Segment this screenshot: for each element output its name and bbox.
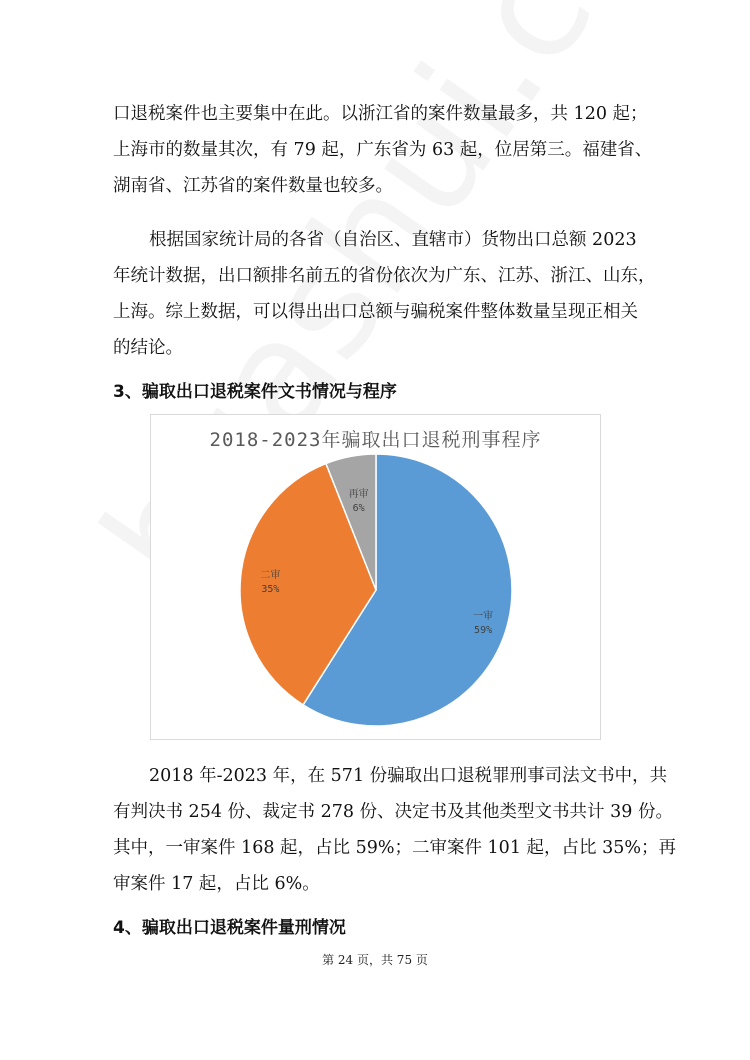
slice-label: 二审	[260, 570, 281, 582]
page-footer: 第 24 页，共 75 页	[322, 953, 428, 967]
text-line: 湖南省、江苏省的案件数量也较多。	[113, 176, 393, 196]
text-line: 其中，一审案件 168 起，占比 59%；二审案件 101 起，占比 35%；再	[113, 838, 676, 858]
section-heading-3: 3、骗取出口退税案件文书情况与程序	[113, 382, 397, 402]
text-line: 口退税案件也主要集中在此。以浙江省的案件数量最多，共 120 起；	[113, 104, 648, 124]
pie-chart-canvas	[151, 415, 602, 741]
section-heading-4: 4、骗取出口退税案件量刑情况	[113, 918, 346, 938]
text-line: 上海。综上数据，可以得出出口总额与骗税案件整体数量呈现正相关	[113, 302, 638, 322]
text-line: 审案件 17 起，占比 6%。	[113, 874, 320, 894]
pie-chart	[150, 414, 601, 740]
text-line: 上海市的数量其次，有 79 起，广东省为 63 起，位居第三。福建省、	[113, 140, 653, 160]
slice-label: 一审	[473, 611, 494, 623]
text-line: 2018 年-2023 年，在 571 份骗取出口退税罪刑事司法文书中，共	[149, 766, 668, 786]
slice-percent-label: 6%	[352, 503, 365, 515]
chart-title: 2018-2023年骗取出口退税刑事程序	[209, 429, 542, 451]
paragraph-1	[113, 96, 653, 204]
text-line: 根据国家统计局的各省（自治区、直辖市）货物出口总额 2023	[149, 230, 637, 250]
text-line: 年统计数据，出口额排名前五的省份依次为广东、江苏、浙江、山东，	[113, 266, 656, 286]
slice-percent-label: 35%	[261, 584, 280, 596]
slice-label: 再审	[348, 489, 369, 501]
slice-percent-label: 59%	[474, 625, 493, 637]
text-line: 有判决书 254 份、裁定书 278 份、决定书及其他类型文书共计 39 份。	[113, 802, 673, 822]
text-line: 的结论。	[113, 338, 183, 358]
paragraph-3	[113, 758, 676, 902]
paragraph-2	[113, 222, 656, 366]
